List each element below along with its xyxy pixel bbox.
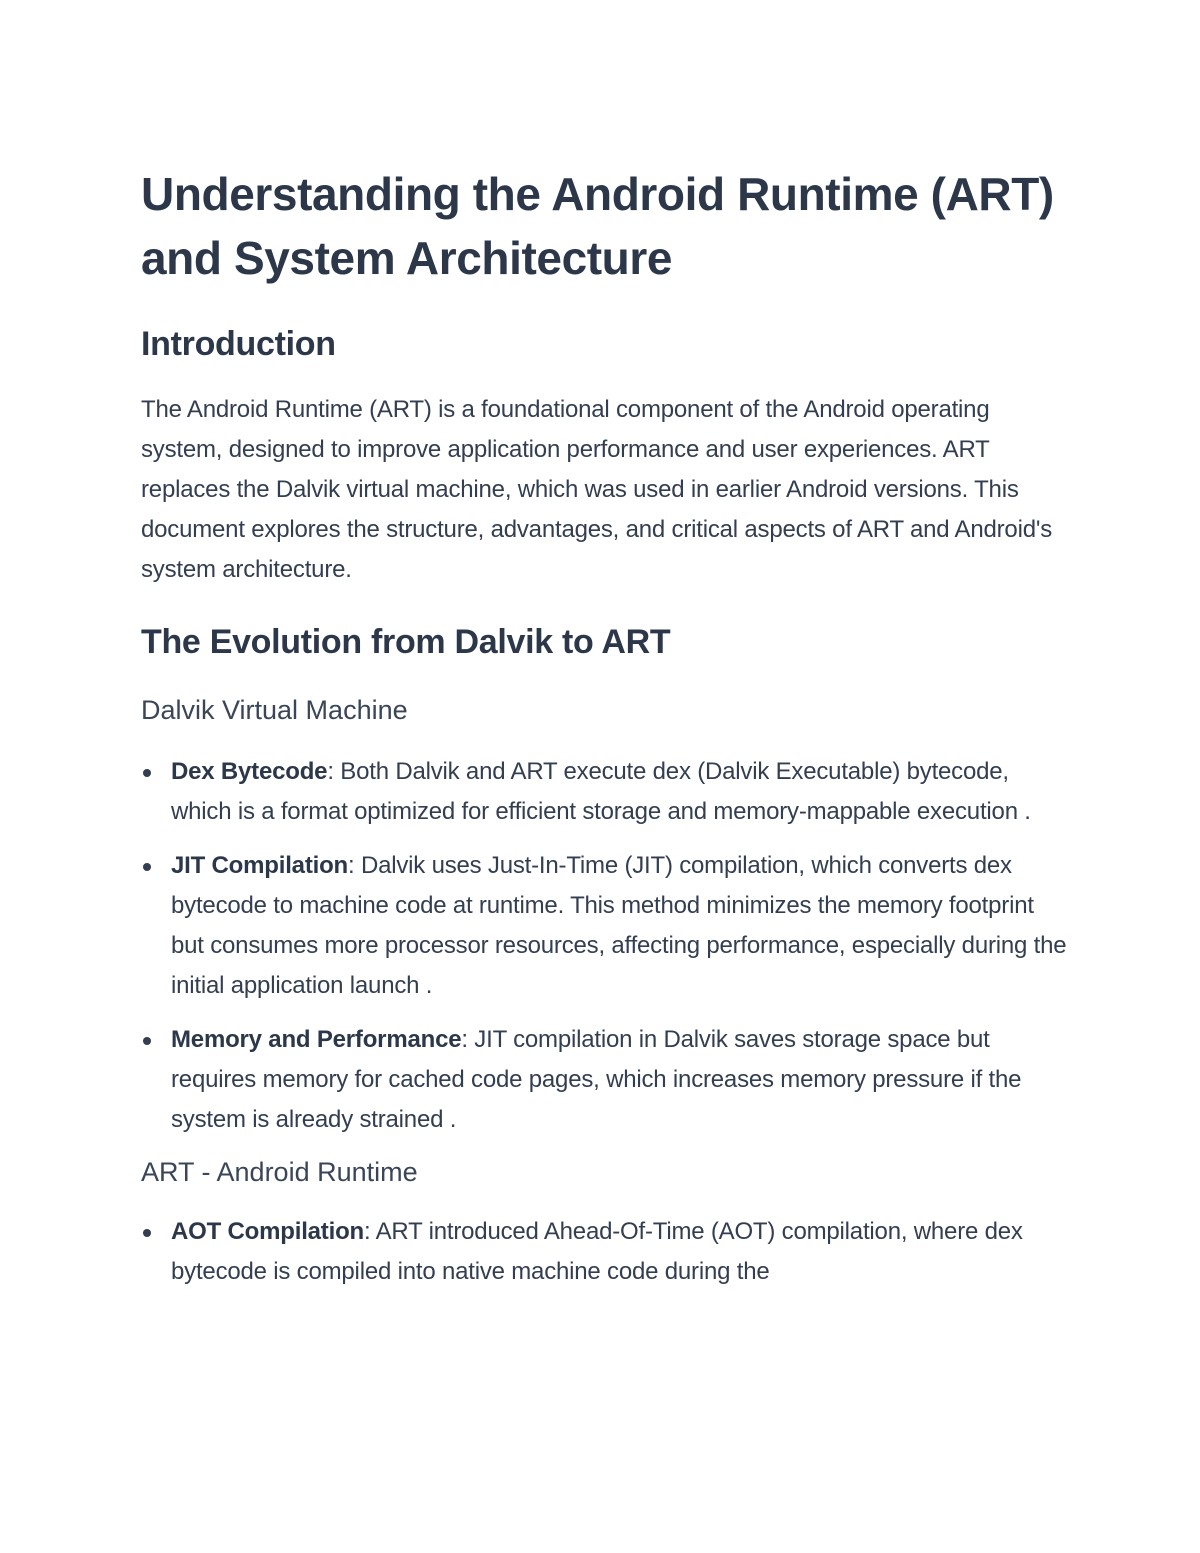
list-item [141, 846, 1071, 1006]
bullet-icon [143, 1229, 151, 1237]
bullet-icon [143, 863, 151, 871]
list-item-text: : Both Dalvik and ART execute dex (Dalvik Executable) bytecode, which is a format optimized for efficient storage and memory-mappable execution . [171, 758, 1031, 825]
introduction-heading: Introduction [141, 325, 336, 363]
list-item-label: Dex Bytecode [171, 758, 328, 785]
document-title: Understanding the Android Runtime (ART) and System Architecture [141, 168, 1054, 284]
list-item-label: JIT Compilation [171, 852, 349, 879]
list-item [141, 752, 1071, 832]
dalvik-list [141, 752, 1071, 1140]
list-item-text: : Dalvik uses Just-In-Time (JIT) compilation, which converts dex bytecode to machine code at runtime. This method minimizes the memory footprint but consumes more processor resources, affecting performance, especially during the initial application launch . [171, 852, 1067, 999]
bullet-icon [143, 769, 151, 777]
list-item-label: AOT Compilation [171, 1218, 364, 1245]
list-item [141, 1020, 1071, 1140]
dalvik-heading: Dalvik Virtual Machine [141, 695, 408, 725]
introduction-paragraph: The Android Runtime (ART) is a foundational component of the Android operating system, designed to improve application performance and user experiences. ART replaces the Dalvik virtual machine, which was used in earlier Android versions. This document explores the structure, advantages, and critical aspects of ART and Android's system architecture. [141, 396, 1053, 583]
list-item [141, 1212, 1071, 1292]
list-item-text: : ART introduced Ahead-Of-Time (AOT) compilation, where dex bytecode is compiled into native machine code during the [171, 1218, 1023, 1285]
art-heading: ART - Android Runtime [141, 1157, 418, 1187]
bullet-icon [143, 1037, 151, 1045]
document-page [141, 162, 1071, 1306]
list-item-text: : JIT compilation in Dalvik saves storage space but requires memory for cached code pages, which increases memory pressure if the system is already strained . [171, 1026, 1022, 1133]
evolution-heading: The Evolution from Dalvik to ART [141, 623, 671, 661]
art-list [141, 1212, 1071, 1292]
list-item-label: Memory and Performance [171, 1026, 462, 1053]
